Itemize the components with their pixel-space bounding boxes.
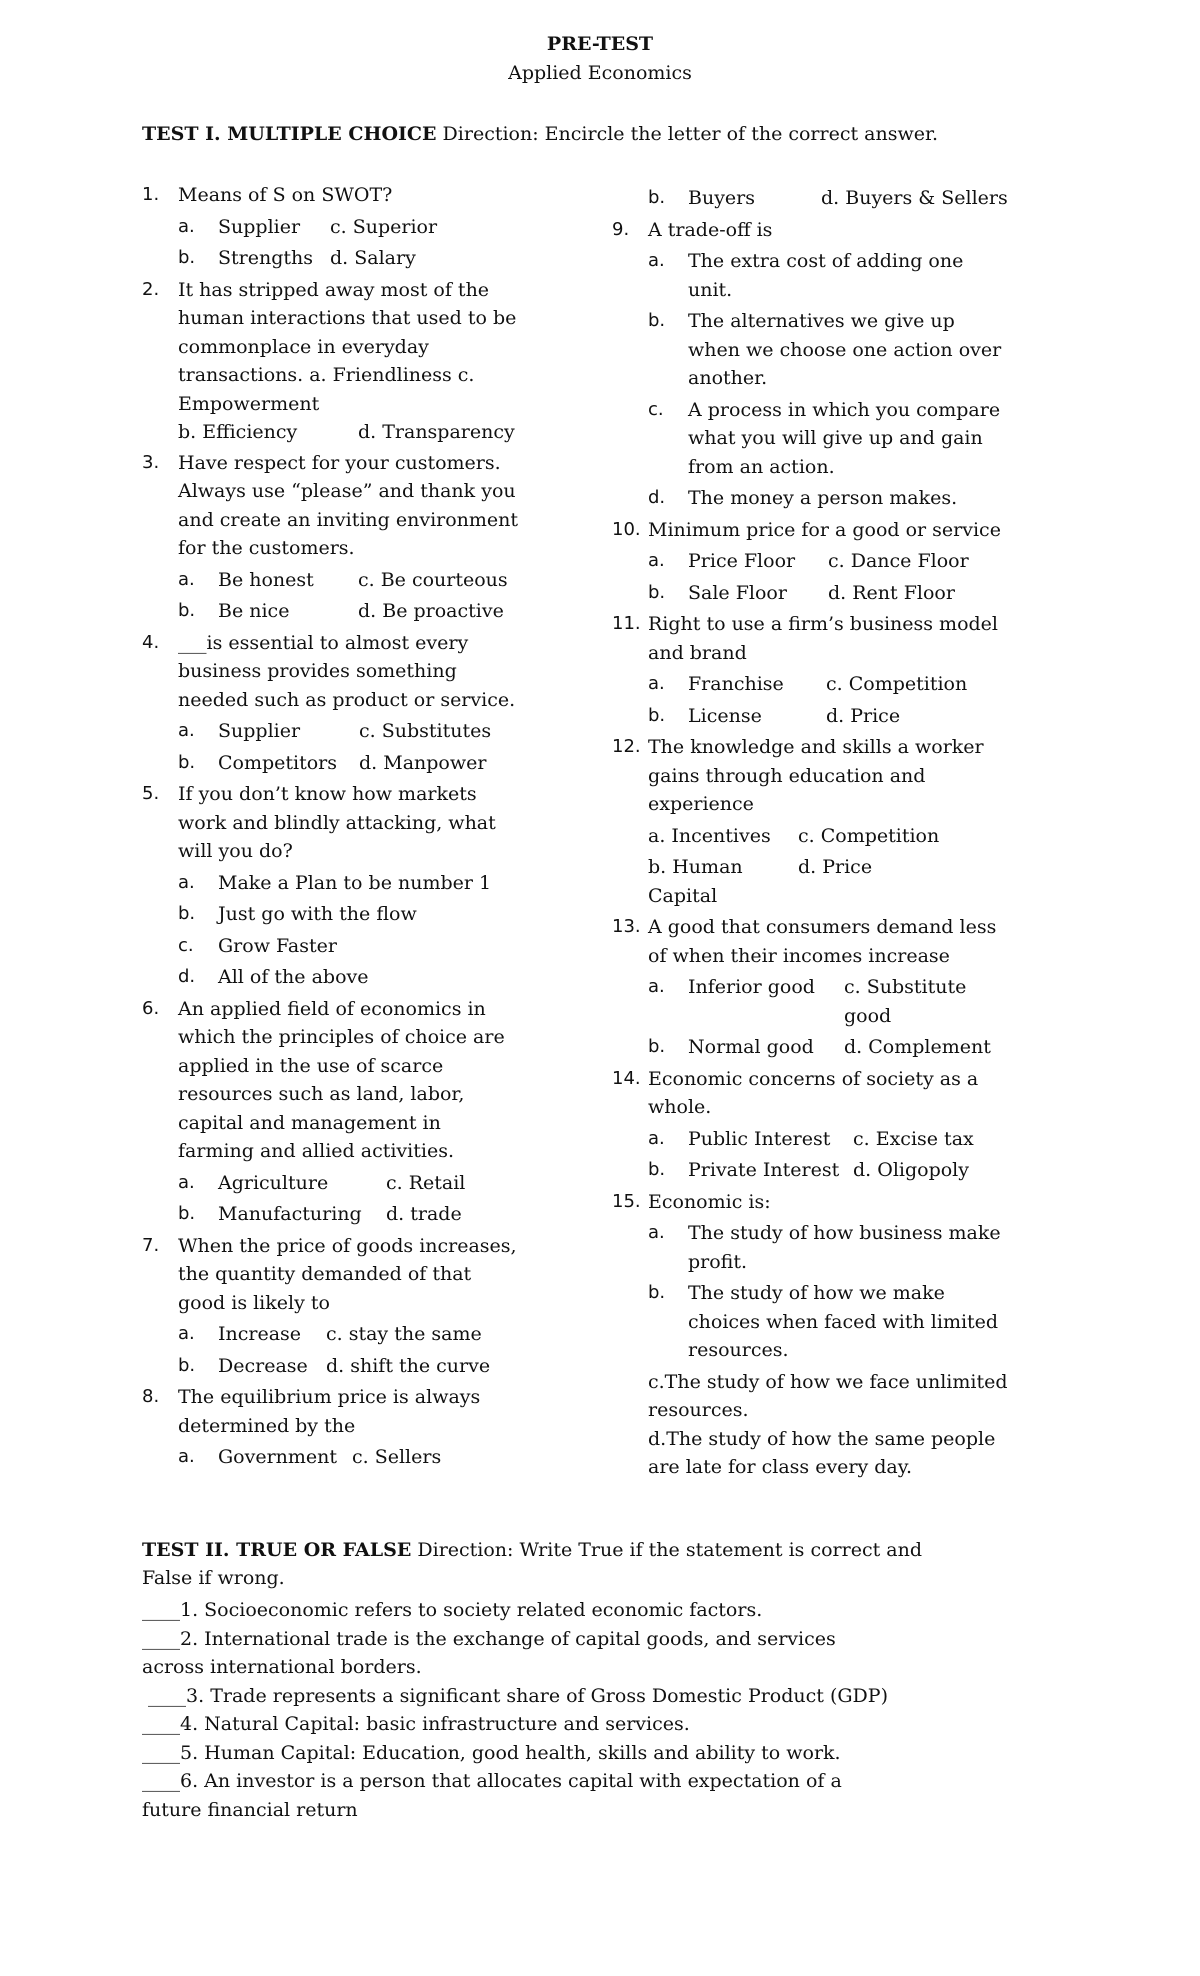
question-text: Minimum price for a good or service	[648, 518, 1001, 541]
option-text: Sale Floor	[688, 581, 787, 604]
option-text: c. stay the same	[326, 1323, 482, 1345]
option-letter: a.	[648, 1127, 665, 1149]
option-letter: a.	[178, 568, 195, 590]
option-row	[178, 597, 522, 626]
test2-direction: Direction: Write True if the statement is correct and False if wrong.	[142, 1539, 922, 1589]
test2-label: TEST II. TRUE OR FALSE	[142, 1539, 412, 1561]
option-letter: b.	[648, 310, 666, 331]
option-letter: d.	[178, 966, 196, 987]
question-13	[612, 913, 1012, 970]
option-text: b. Efficiency	[178, 421, 298, 443]
option-text: d. trade	[386, 1203, 462, 1225]
option-b	[648, 1279, 1012, 1365]
question-number: 6.	[142, 997, 160, 1019]
option-text: All of the above	[218, 966, 369, 988]
test2-heading	[142, 1536, 962, 1592]
test1-label: TEST I. MULTIPLE CHOICE	[142, 123, 437, 145]
option-text: Inferior good	[688, 976, 815, 998]
option-text: The alternatives we give up when we choose one action over another.	[688, 310, 1002, 389]
question-number: 8.	[142, 1386, 160, 1407]
option-row	[178, 1443, 522, 1472]
page-title: PRE-TEST	[546, 33, 654, 55]
question-text: The equilibrium price is always determined by the	[178, 1386, 481, 1437]
question-text: A trade-off is	[648, 218, 773, 241]
option-text: d. Price	[826, 704, 901, 727]
option-text: Normal good	[688, 1036, 814, 1058]
option-text: d. Salary	[330, 247, 416, 269]
question-10	[612, 516, 1012, 545]
question-14	[612, 1065, 1012, 1122]
option-a	[648, 1219, 1012, 1276]
option-row	[648, 822, 1012, 851]
question-12	[612, 733, 1012, 819]
question-11	[612, 610, 1012, 667]
option-letter: a.	[178, 871, 195, 893]
option-letter: a.	[648, 673, 665, 694]
option-letter: a.	[648, 550, 665, 571]
option-row	[178, 213, 522, 242]
option-row	[648, 853, 1012, 910]
option-text: d. Complement	[844, 1036, 991, 1058]
option-text: d. Transparency	[358, 421, 515, 443]
tf-item-4: ____4. Natural Capital: basic infrastructure and services.	[142, 1713, 690, 1735]
option-text: d. Oligopoly	[853, 1159, 969, 1181]
option-text: Agriculture	[218, 1171, 329, 1194]
option-text: The study of how business make profit.	[688, 1222, 1001, 1273]
option-text: c. Superior	[330, 215, 438, 238]
option-a	[648, 247, 1012, 304]
question-number: 3.	[142, 451, 160, 473]
option-letter: a.	[178, 215, 195, 237]
option-letter: a.	[178, 1171, 195, 1193]
option-text: b. Human Capital	[648, 856, 743, 907]
question-number: 10.	[612, 518, 641, 540]
question-text: Economic is:	[648, 1190, 771, 1213]
question-text: Have respect for your customers. Always use “please” and thank you and create an inviting environment for the customers.	[178, 451, 519, 559]
option-text: Government	[218, 1446, 338, 1468]
right-column	[612, 181, 1012, 1482]
question-text: When the price of goods increases, the quantity demanded of that good is likely to	[178, 1234, 517, 1314]
question-number: 15.	[612, 1190, 641, 1212]
question-number: 12.	[612, 736, 641, 757]
option-c	[178, 932, 522, 961]
left-column	[142, 181, 522, 1475]
option-row	[178, 418, 522, 447]
option-row	[178, 566, 522, 595]
question-4	[142, 629, 522, 715]
test1-direction: Direction: Encircle the letter of the correct answer.	[436, 123, 939, 145]
option-letter: a.	[178, 1323, 195, 1344]
option-text: Strengths	[218, 247, 313, 269]
page-subtitle: Applied Economics	[508, 62, 692, 84]
option-letter: b.	[648, 187, 666, 208]
option-text: The extra cost of adding one unit.	[688, 250, 964, 301]
option-d: d.The study of how the same people are late for class every day.	[648, 1427, 996, 1478]
option-d	[178, 963, 522, 992]
option-text: Supplier	[218, 215, 301, 238]
option-text: Public Interest	[688, 1127, 831, 1150]
option-text: The study of how we make choices when faced with limited resources.	[688, 1282, 999, 1361]
question-text: ___is essential to almost every business provides something needed such as product or service.	[178, 631, 516, 711]
option-letter: b.	[178, 751, 196, 773]
question-number: 13.	[612, 916, 641, 937]
option-text: c. Excise tax	[853, 1127, 974, 1150]
question-2	[142, 276, 522, 419]
option-letter: b.	[648, 1159, 666, 1180]
option-text: Manufacturing	[218, 1203, 362, 1225]
option-row	[178, 244, 522, 273]
option-row	[648, 579, 1012, 608]
question-text: It has stripped away most of the human interactions that used to be commonplace in everyday transactions. a. Friendliness c. Empowerment	[178, 278, 517, 415]
option-row	[178, 717, 522, 746]
option-row	[178, 1169, 522, 1198]
question-1	[142, 181, 522, 210]
question-number: 7.	[142, 1234, 160, 1256]
option-row	[178, 749, 522, 778]
option-text: Supplier	[218, 720, 301, 742]
question-number: 14.	[612, 1067, 641, 1089]
option-letter: b.	[178, 1354, 196, 1376]
option-text: a. Incentives	[648, 824, 771, 847]
question-8	[142, 1383, 522, 1440]
option-c: c.The study of how we face unlimited resources.	[648, 1370, 1008, 1421]
question-number: 1.	[142, 184, 160, 205]
question-text: A good that consumers demand less of when their incomes increase	[648, 916, 997, 967]
option-row	[648, 547, 1012, 576]
question-7	[142, 1232, 522, 1318]
option-letter: b.	[178, 1203, 196, 1224]
option-text: Competitors	[218, 751, 338, 774]
test1-heading	[142, 120, 1042, 148]
option-letter: b.	[648, 704, 666, 726]
option-text: Be honest	[218, 568, 314, 591]
option-text: c. Retail	[386, 1171, 466, 1194]
option-letter: b.	[178, 600, 196, 621]
option-text: The money a person makes.	[688, 487, 958, 509]
option-text: Be nice	[218, 600, 290, 622]
option-d	[648, 484, 1012, 513]
question-15	[612, 1188, 1012, 1217]
question-9	[612, 216, 1012, 245]
option-text: Make a Plan to be number 1	[218, 871, 492, 894]
option-letter: a.	[648, 250, 665, 271]
option-text: c. Sellers	[352, 1446, 442, 1468]
option-letter: b.	[178, 903, 196, 924]
option-letter: a.	[178, 720, 195, 741]
option-text: Buyers	[688, 187, 756, 209]
question-number: 5.	[142, 783, 160, 804]
option-letter: d.	[648, 487, 666, 508]
option-text: A process in which you compare what you will give up and gain from an action.	[688, 398, 1001, 478]
tf-item-3: ____3. Trade represents a significant share of Gross Domestic Product (GDP)	[142, 1684, 888, 1707]
question-text: The knowledge and skills a worker gains through education and experience	[648, 736, 984, 815]
option-text: Price Floor	[688, 550, 796, 572]
option-row	[178, 1320, 522, 1349]
option-text: d. Price	[798, 856, 873, 878]
tf-item-6: ____6. An investor is a person that allocates capital with expectation of a future financial return	[142, 1770, 842, 1821]
option-row	[648, 184, 1012, 213]
option-row	[648, 1033, 1012, 1062]
option-c	[648, 396, 1012, 482]
tf-item-1: ____1. Socioeconomic refers to society related economic factors.	[142, 1599, 763, 1621]
option-text: c. Competition	[826, 673, 968, 695]
option-b	[648, 307, 1012, 393]
option-row	[648, 670, 1012, 699]
question-number: 2.	[142, 278, 160, 300]
option-b	[178, 900, 522, 929]
option-row	[648, 1156, 1012, 1185]
question-text: Economic concerns of society as a whole.	[648, 1067, 979, 1118]
option-text: c. Competition	[798, 824, 940, 847]
option-row	[648, 1125, 1012, 1154]
option-text: c. Substitute good	[844, 976, 967, 1027]
option-letter: c.	[178, 934, 194, 956]
option-letter: b.	[648, 1282, 666, 1303]
question-3	[142, 449, 522, 563]
question-number: 4.	[142, 631, 160, 653]
option-text: d. Manpower	[359, 751, 487, 774]
true-false-list	[142, 1596, 902, 1824]
option-text: d. Rent Floor	[828, 581, 955, 604]
question-text: If you don’t know how markets work and blindly attacking, what will you do?	[178, 783, 496, 862]
option-text: Just go with the flow	[218, 903, 417, 925]
option-row	[648, 973, 1012, 1030]
option-text: Franchise	[688, 673, 784, 695]
question-number: 9.	[612, 218, 630, 240]
option-text: d. Buyers & Sellers	[821, 187, 1008, 209]
question-5	[142, 780, 522, 866]
question-text: Means of S on SWOT?	[178, 184, 393, 206]
option-text: Decrease	[218, 1354, 308, 1377]
option-text: Increase	[218, 1323, 302, 1345]
option-text: Grow Faster	[218, 934, 337, 957]
option-letter: b.	[178, 247, 196, 268]
option-row	[178, 1352, 522, 1381]
option-text: License	[688, 704, 762, 727]
option-letter: c.	[648, 398, 664, 420]
option-text: c. Substitutes	[359, 720, 492, 742]
option-letter: a.	[648, 1222, 665, 1243]
option-letter: a.	[648, 976, 665, 997]
option-letter: b.	[648, 1036, 666, 1057]
option-text: c. Be courteous	[358, 568, 508, 591]
question-number: 11.	[612, 613, 641, 634]
question-text: Right to use a firm’s business model and brand	[648, 613, 998, 664]
option-row	[648, 702, 1012, 731]
option-letter: b.	[648, 581, 666, 603]
option-a	[178, 869, 522, 898]
option-row	[178, 1200, 522, 1229]
tf-item-2: ____2. International trade is the exchange of capital goods, and services across international borders.	[142, 1627, 836, 1678]
option-text: Private Interest	[688, 1159, 840, 1181]
option-text: d. Be proactive	[358, 600, 504, 622]
question-6	[142, 995, 522, 1166]
option-text: c. Dance Floor	[828, 550, 969, 572]
option-text: d. shift the curve	[326, 1354, 491, 1377]
option-letter: a.	[178, 1446, 195, 1467]
tf-item-5: ____5. Human Capital: Education, good health, skills and ability to work.	[142, 1741, 841, 1764]
question-text: An applied field of economics in which the principles of choice are applied in the use of scarce resources such as land, labor, capital and management in farming and allied activities.	[178, 997, 505, 1162]
